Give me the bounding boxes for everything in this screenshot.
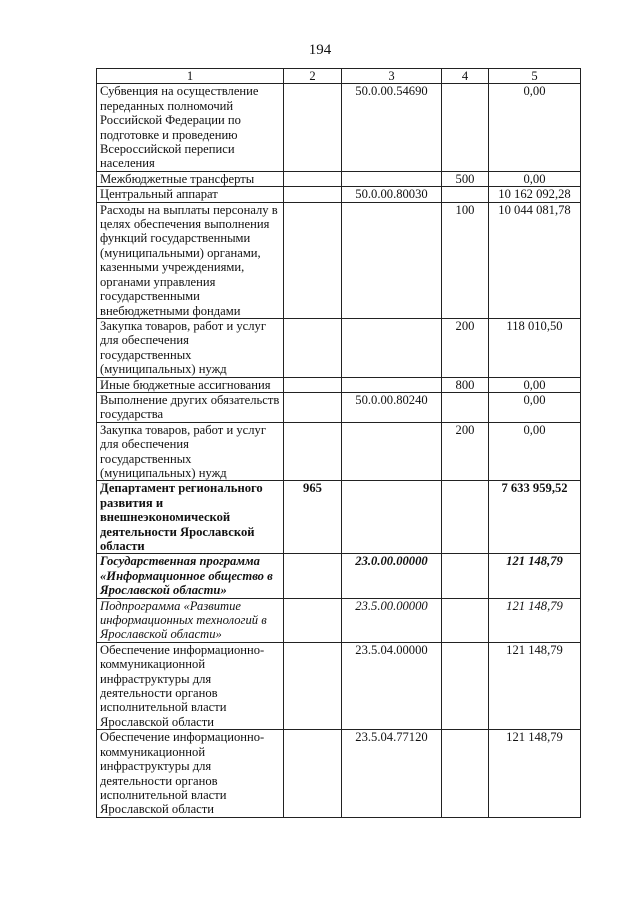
table-row [97, 422, 581, 481]
row-amount-cell: 0,00 [489, 392, 581, 422]
row-name-cell: Межбюджетные трансферты [97, 171, 284, 186]
header-row [97, 69, 581, 84]
header-col-3: 3 [342, 69, 442, 84]
table-row [97, 598, 581, 642]
row-target-code-cell: 23.5.04.77120 [342, 730, 442, 817]
table-row [97, 642, 581, 729]
table-row [97, 202, 581, 318]
row-amount-cell: 121 148,79 [489, 730, 581, 817]
row-amount-cell: 7 633 959,52 [489, 481, 581, 554]
row-amount-cell: 121 148,79 [489, 598, 581, 642]
row-target-code-cell: 23.5.04.00000 [342, 642, 442, 729]
row-amount-cell: 121 148,79 [489, 642, 581, 729]
table-row [97, 318, 581, 377]
row-name-cell: Расходы на выплаты персоналу в целях обеспечения выполнения функций государственными (муниципальными) органами, казенными учреждениями, органами управления государственными внебюджетными фондами [97, 202, 284, 318]
row-expense-type-cell [442, 730, 489, 817]
row-amount-cell: 10 044 081,78 [489, 202, 581, 318]
row-ministry-code-cell [284, 422, 342, 481]
row-expense-type-cell: 200 [442, 422, 489, 481]
row-amount-cell: 0,00 [489, 84, 581, 171]
row-target-code-cell [342, 422, 442, 481]
row-ministry-code-cell: 965 [284, 481, 342, 554]
row-expense-type-cell [442, 84, 489, 171]
page-number: 194 [308, 42, 332, 58]
row-expense-type-cell: 200 [442, 318, 489, 377]
row-target-code-cell: 50.0.00.54690 [342, 84, 442, 171]
row-expense-type-cell: 800 [442, 377, 489, 392]
row-ministry-code-cell [284, 392, 342, 422]
row-name-cell: Обеспечение информационно-коммуникационной инфраструктуры для деятельности органов исполнительной власти Ярославской области [97, 642, 284, 729]
row-target-code-cell [342, 202, 442, 318]
row-amount-cell: 0,00 [489, 171, 581, 186]
row-name-cell: Центральный аппарат [97, 187, 284, 202]
row-name-cell: Субвенция на осуществление переданных полномочий Российской Федерации по подготовке и проведению Всероссийской переписи населения [97, 84, 284, 171]
row-ministry-code-cell [284, 642, 342, 729]
row-target-code-cell: 23.0.00.00000 [342, 554, 442, 598]
row-expense-type-cell [442, 481, 489, 554]
row-name-cell: Выполнение других обязательств государства [97, 392, 284, 422]
row-expense-type-cell [442, 642, 489, 729]
row-ministry-code-cell [284, 84, 342, 171]
row-name-cell: Закупка товаров, работ и услуг для обеспечения государственных (муниципальных) нужд [97, 318, 284, 377]
header-col-4: 4 [442, 69, 489, 84]
header-col-1: 1 [97, 69, 284, 84]
budget-table [96, 68, 581, 818]
row-name-cell: Обеспечение информационно-коммуникационной инфраструктуры для деятельности органов исполнительной власти Ярославской области [97, 730, 284, 817]
row-ministry-code-cell [284, 171, 342, 186]
row-target-code-cell: 23.5.00.00000 [342, 598, 442, 642]
row-expense-type-cell: 500 [442, 171, 489, 186]
row-amount-cell: 118 010,50 [489, 318, 581, 377]
row-ministry-code-cell [284, 598, 342, 642]
row-expense-type-cell [442, 598, 489, 642]
row-target-code-cell [342, 318, 442, 377]
table-row [97, 392, 581, 422]
table-row [97, 481, 581, 554]
table-row [97, 84, 581, 171]
row-target-code-cell [342, 171, 442, 186]
row-amount-cell: 0,00 [489, 377, 581, 392]
table-row [97, 187, 581, 202]
row-ministry-code-cell [284, 318, 342, 377]
row-expense-type-cell [442, 187, 489, 202]
row-name-cell: Закупка товаров, работ и услуг для обеспечения государственных (муниципальных) нужд [97, 422, 284, 481]
row-ministry-code-cell [284, 377, 342, 392]
table-row [97, 377, 581, 392]
row-target-code-cell: 50.0.00.80240 [342, 392, 442, 422]
header-col-2: 2 [284, 69, 342, 84]
row-amount-cell: 0,00 [489, 422, 581, 481]
header-col-5: 5 [489, 69, 581, 84]
row-amount-cell: 121 148,79 [489, 554, 581, 598]
row-expense-type-cell: 100 [442, 202, 489, 318]
row-name-cell: Государственная программа «Информационное общество в Ярославской области» [97, 554, 284, 598]
row-ministry-code-cell [284, 730, 342, 817]
row-name-cell: Департамент регионального развития и внешнеэкономической деятельности Ярославской области [97, 481, 284, 554]
row-ministry-code-cell [284, 187, 342, 202]
row-name-cell: Подпрограмма «Развитие информационных технологий в Ярославской области» [97, 598, 284, 642]
row-amount-cell: 10 162 092,28 [489, 187, 581, 202]
row-target-code-cell: 50.0.00.80030 [342, 187, 442, 202]
row-ministry-code-cell [284, 202, 342, 318]
row-target-code-cell [342, 481, 442, 554]
table-body [97, 84, 581, 817]
table-row [97, 554, 581, 598]
row-name-cell: Иные бюджетные ассигнования [97, 377, 284, 392]
table-row [97, 171, 581, 186]
row-target-code-cell [342, 377, 442, 392]
row-ministry-code-cell [284, 554, 342, 598]
row-expense-type-cell [442, 392, 489, 422]
table-row [97, 730, 581, 817]
row-expense-type-cell [442, 554, 489, 598]
